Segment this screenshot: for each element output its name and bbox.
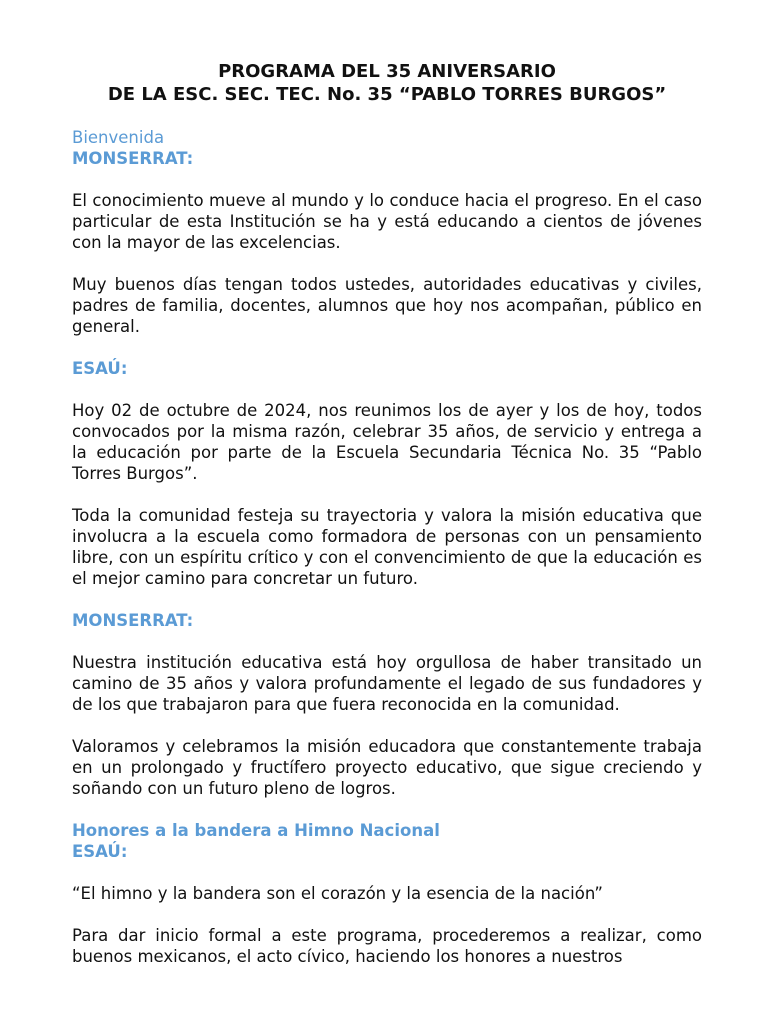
title-line-1: PROGRAMA DEL 35 ANIVERSARIO — [218, 61, 556, 82]
speaker-esau: ESAÚ: — [72, 359, 128, 378]
paragraph: Nuestra institución educativa está hoy orgullosa de haber transitado un camino de 35 años y valora profundamente el legado de sus fundadores y de los que trabajaron para que fuera reconocida en la comunidad. — [72, 653, 702, 714]
paragraph: Toda la comunidad festeja su trayectoria y valora la misión educativa que involucra a la escuela como formadora de personas con un pensamiento libre, con un espíritu crítico y con el convencimiento de que la educación es el mejor camino para concretar un futuro. — [72, 506, 702, 588]
paragraph: Muy buenos días tengan todos ustedes, autoridades educativas y civiles, padres de familia, docentes, alumnos que hoy nos acompañan, público en general. — [72, 275, 702, 336]
speaker-monserrat: MONSERRAT: — [72, 611, 194, 630]
document-body — [72, 60, 702, 988]
speaker-monserrat: MONSERRAT: — [72, 149, 194, 168]
paragraph: Valoramos y celebramos la misión educadora que constantemente trabaja en un prolongado y fructífero proyecto educativo, que sigue creciendo y soñando con un futuro pleno de logros. — [72, 737, 702, 798]
paragraph: Hoy 02 de octubre de 2024, nos reunimos los de ayer y los de hoy, todos convocados por la misma razón, celebrar 35 años, de servicio y entrega a la educación por parte de la Escuela Secundaria Técnica No. 35 “Pablo Torres Burgos”. — [72, 401, 702, 483]
paragraph: El conocimiento mueve al mundo y lo conduce hacia el progreso. En el caso particular de esta Institución se ha y está educando a cientos de jóvenes con la mayor de las excelencias. — [72, 191, 702, 252]
section-heading-honores: Honores a la bandera a Himno Nacional — [72, 821, 440, 840]
document-title — [72, 60, 702, 106]
paragraph: Para dar inicio formal a este programa, procederemos a realizar, como buenos mexicanos, el acto cívico, haciendo los honores a nuestros — [72, 926, 702, 966]
quote-paragraph: “El himno y la bandera son el corazón y la esencia de la nación” — [72, 884, 603, 903]
title-line-2: DE LA ESC. SEC. TEC. No. 35 “PABLO TORRES BURGOS” — [107, 84, 667, 105]
speaker-esau: ESAÚ: — [72, 842, 128, 861]
section-heading-bienvenida: Bienvenida — [72, 128, 165, 147]
